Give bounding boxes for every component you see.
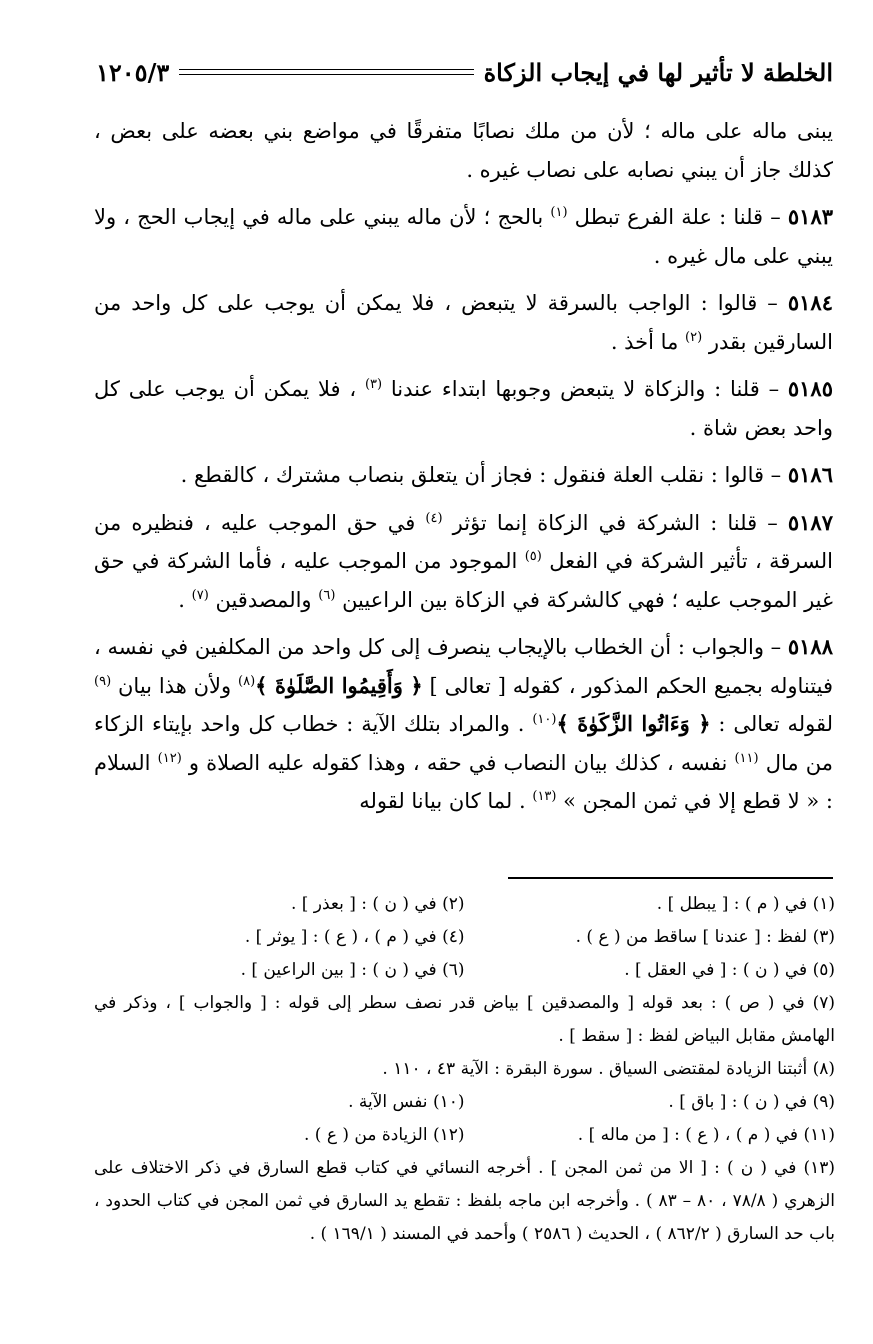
footnote-marker: (٨) (238, 673, 256, 689)
footnote-row (94, 954, 835, 987)
header-title: الخلطة لا تأثير لها في إيجاب الزكاة (483, 57, 833, 87)
footnote-marker: (٥) (524, 549, 542, 564)
text-run: – قلنا : علة الفرع تبطل (567, 205, 788, 229)
footnote-12: (١٢) الزيادة من ( ع ) . (304, 1125, 465, 1145)
footnote-2: (٢) في ( ن ) : [ بعذر ] . (290, 894, 465, 914)
paragraph-number: ٥١٨٥ (787, 376, 833, 401)
footnote-marker: (١٠) (532, 712, 557, 727)
footnote-marker: (١٣) (532, 789, 557, 804)
text-run: والمصدقين (208, 587, 319, 612)
running-header (96, 50, 833, 94)
quran-verse: ﴿ وَءَاتُوا الزَّكَوٰةَ ﴾ (556, 711, 711, 736)
footnote-marker: (١١) (734, 750, 759, 766)
footnote-marker: (١٢) (157, 750, 182, 766)
text-run: . والمراد بتلك الآية : خطاب كل واحد بإيتاء الزكاء من مال (94, 712, 833, 775)
paragraph-5 (94, 504, 833, 620)
footnote-10: (١٠) نفس الآية . (348, 1092, 465, 1112)
footnote-row (94, 1119, 835, 1152)
footnote-8: (٨) أثبتنا الزيادة لمقتضى السياق . سورة البقرة : الآية ٤٣ ، ١١٠ . (382, 1059, 835, 1079)
footnote-11: (١١) في ( م ) ، ( ع ) : [ من ماله ] . (577, 1125, 835, 1145)
paragraph-number: ٥١٨٣ (787, 204, 834, 229)
footnote-marker: (٦) (318, 587, 336, 603)
footnote-marker: (٤) (425, 510, 443, 526)
text-run: نفسه ، كذلك بيان النصاب في حقه ، وهذا كقوله عليه الصلاة و (181, 750, 735, 775)
paragraph-2 (94, 284, 833, 361)
footnote-marker: (٩) (94, 673, 112, 689)
footnote-marker: (٧) (191, 587, 209, 603)
text-run: بالحج ؛ لأن ماله يبني على ماله في إيجاب الحج ، ولا يبني على مال غيره . (94, 205, 833, 268)
footnote-row (94, 1086, 835, 1119)
page-number: ١٢٠٥/٣ (96, 57, 170, 87)
text-run: لقوله تعالى : (710, 712, 834, 736)
text-run: . (178, 587, 192, 612)
footnote-1: (١) في ( م ) : [ يبطل ] . (656, 894, 835, 914)
paragraph-number: ٥١٨٨ (787, 634, 833, 659)
text-run: – قالوا : نقلب العلة فنقول : فجاز أن يتعلق بنصاب مشترك ، كالقطع . (180, 463, 788, 487)
footnote-row (94, 921, 835, 954)
text-run: . لما كان بيانا لقوله (359, 789, 533, 813)
footnote-13: (١٣) في ( ن ) : [ الا من ثمن المجن ] . أخرجه النسائي في كتاب قطع السارق في ذكر الاختلاف على الزهري ( ٧٨/٨ ، ٨٠ – ٨٣ ) . وأخرجه ابن ماجه بلفظ : تقطع يد السارق في ثمن المجن في كتاب الحدود ، باب حد السارق ( ٨٦٢/٢ ) ، الحديث ( ٢٥٨٦ ) وأحمد في المسند ( ١٦٩/١ ) . (94, 1158, 836, 1244)
paragraph-number: ٥١٨٤ (787, 290, 833, 315)
paragraph-number: ٥١٨٦ (787, 462, 833, 487)
footnote-4: (٤) في ( م ) ، ( ع ) : [ يوثر ] . (244, 927, 465, 947)
footnote-marker: (١) (550, 205, 568, 220)
text-run: – قالوا : الواجب بالسرقة لا يتبعض ، فلا يمكن أن يوجب على كل واحد من السارقين بقدر (94, 291, 833, 354)
paragraph (94, 112, 833, 189)
header-rule (179, 69, 473, 75)
text-run: – قلنا : الشركة في الزكاة إنما تؤثر (442, 510, 788, 535)
text-run: ما أخذ . (610, 329, 685, 354)
footnotes (94, 888, 835, 1251)
footnote-7: (٧) في ( ص ) : بعد قوله [ والمصدقين ] بياض قدر نصف سطر إلى قوله : [ والجواب ] ، وذكر في الهامش مقابل البياض لفظ : [ سقط ] . (94, 993, 835, 1046)
footnote-6: (٦) في ( ن ) : [ بين الراعين ] . (240, 960, 465, 980)
text-run: ولأن هذا بيان (111, 673, 239, 698)
footnote-marker: (٣) (364, 377, 383, 392)
footnote-5: (٥) في ( ن ) : [ في العقل ] . (624, 960, 835, 980)
text-run: ، فلا يمكن أن يوجب على كل واحد بعض شاة . (94, 377, 833, 440)
footnote-row (94, 888, 835, 921)
numbered-paragraphs (94, 198, 833, 821)
text-run: – والجواب : أن الخطاب بالإيجاب ينصرف إلى كل واحد من المكلفين في نفسه ، فيتناوله بجميع الحكم المذكور ، كقوله [ تعالى ] (94, 635, 833, 698)
paragraph-3 (94, 370, 833, 447)
paragraph-1 (94, 198, 833, 275)
paragraph-4 (94, 456, 833, 495)
paragraph-number: ٥١٨٧ (787, 509, 833, 535)
footnote-marker: (٢) (685, 329, 703, 345)
paragraph-text: يبنى ماله على ماله ؛ لأن من ملك نصابًا متفرقًا في مواضع بني بعضه على بعض ، كذلك جاز أن يبني نصابه على نصاب غيره . (94, 119, 833, 182)
quran-verse: ﴿ وَأَقِيمُوا الصَّلَوٰةَ ﴾ (255, 672, 423, 698)
footnote-3: (٣) لفظ : [ عندنا ] ساقط من ( ع ) . (575, 927, 835, 947)
footnote-9: (٩) في ( ن ) : [ باق ] . (668, 1092, 835, 1112)
text-run: في حق الموجب عليه ، فنظيره من السرقة ، تأثير الشركة في الفعل (94, 510, 834, 573)
text-run: – قلنا : والزكاة لا يتبعض وجوبها ابتداء عندنا (382, 377, 788, 401)
text-run: الموجود من الموجب عليه ، فأما الشركة في حق غير الموجب عليه ؛ فهي كالشركة في الزكاة بين الراعيين (94, 549, 833, 612)
footnote-separator (508, 877, 833, 879)
text-run: السلام : « لا قطع إلا في ثمن المجن » (94, 750, 833, 813)
paragraph-6 (94, 628, 833, 821)
main-text (94, 112, 833, 830)
